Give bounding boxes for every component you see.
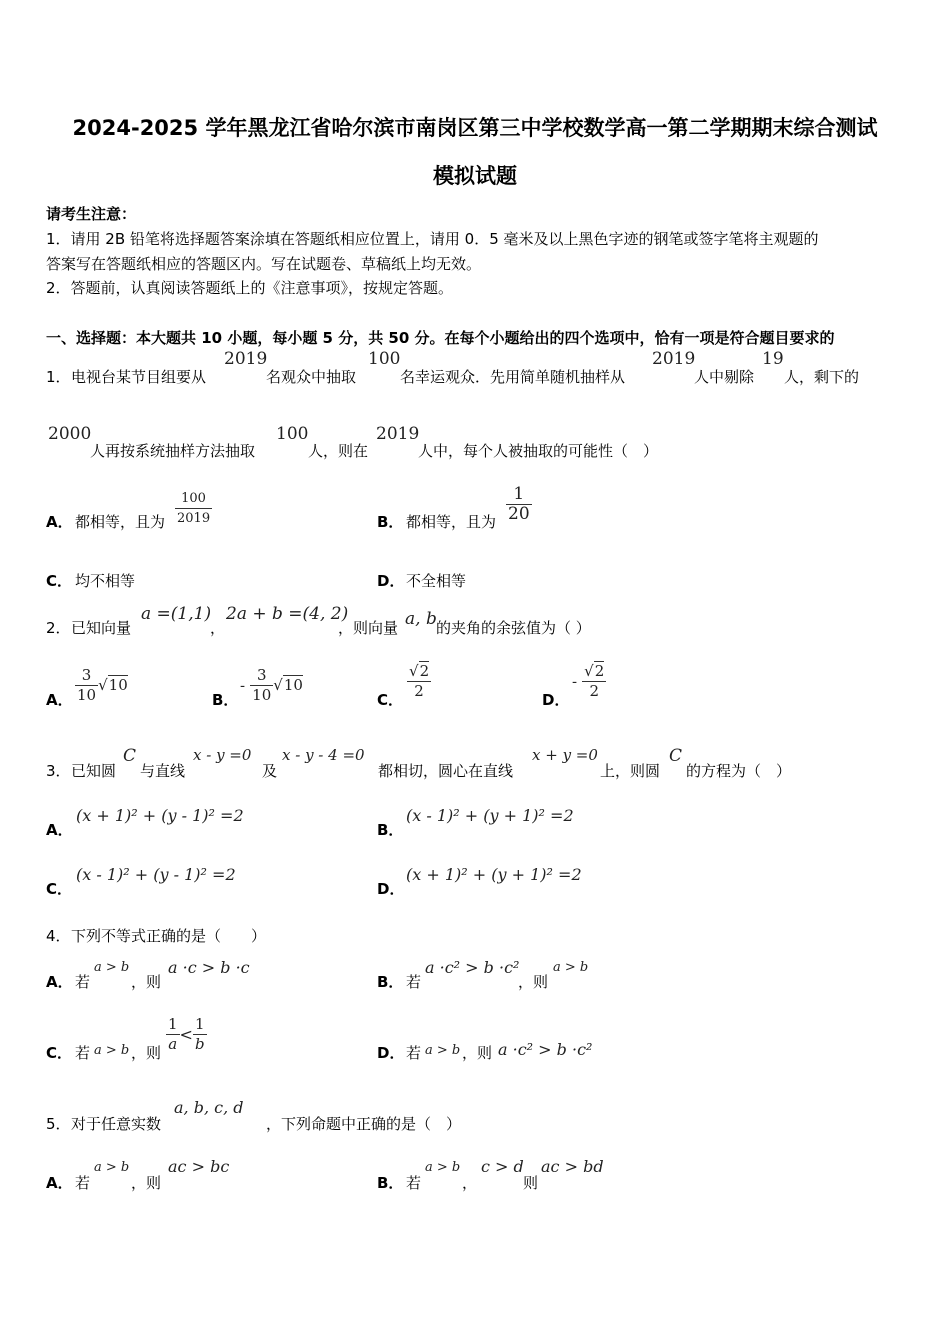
question-1-text-6: 人再按系统抽样方法抽取 bbox=[90, 442, 256, 460]
q4-option-c-denominator-1: a bbox=[168, 1035, 178, 1053]
question-2-math-3: a, b bbox=[405, 609, 437, 629]
q1-option-b-numerator: 1 bbox=[506, 485, 532, 505]
question-1-math-3: 2019 bbox=[652, 349, 696, 369]
q5-option-b-then: 则 bbox=[523, 1174, 539, 1192]
q2-option-d-denominator: 2 bbox=[589, 682, 599, 700]
q2-option-a-label: A． bbox=[46, 691, 73, 709]
q4-option-c-if: 若 bbox=[75, 1044, 91, 1062]
question-1-math-2: 100 bbox=[368, 349, 401, 369]
q1-option-c-label: C． bbox=[46, 572, 73, 590]
q2-option-a-sqrt-sign: √ bbox=[98, 676, 108, 694]
q5-option-b-condition-2: c > d bbox=[481, 1157, 524, 1176]
q4-option-c-numerator-2: 1 bbox=[193, 1015, 207, 1035]
question-1-text-1: 电视台某节目组要从 bbox=[71, 368, 207, 386]
q5-option-b-if: 若 bbox=[406, 1174, 422, 1192]
question-3-text-1: 已知圆 bbox=[71, 762, 117, 780]
question-3-text-6: 的方程为（ ） bbox=[686, 762, 792, 780]
q4-option-c-then: ，则 bbox=[131, 1044, 162, 1062]
question-3-math-4: x + y =0 bbox=[532, 746, 598, 764]
question-2-number: 2． bbox=[46, 619, 71, 637]
q5-option-b-conclusion: ac > bd bbox=[541, 1157, 604, 1176]
q4-option-c-less-than: < bbox=[179, 1025, 193, 1044]
question-2-text-2: ，则向量 bbox=[338, 619, 399, 637]
q2-option-b-value bbox=[240, 666, 303, 705]
q2-option-b-sqrt-sign: √ bbox=[273, 676, 283, 694]
q4-option-d-condition: a > b bbox=[425, 1043, 461, 1058]
q2-option-b-label: B． bbox=[212, 691, 239, 709]
question-3-math-2: x - y =0 bbox=[193, 746, 252, 764]
question-1-text-3: 名幸运观众．先用简单随机抽样从 bbox=[400, 368, 626, 386]
question-1-number: 1． bbox=[46, 368, 71, 386]
q4-option-d-conclusion: a ·c² > b ·c² bbox=[498, 1040, 593, 1059]
q4-option-c-denominator-2: b bbox=[194, 1035, 205, 1053]
q4-option-c-numerator-1: 1 bbox=[168, 1015, 178, 1033]
q2-option-a-numerator: 3 bbox=[81, 666, 92, 684]
question-2-text-3: 的夹角的余弦值为（ ） bbox=[436, 619, 591, 637]
q1-option-d-label: D． bbox=[377, 572, 405, 590]
q5-option-a-conclusion: ac > bc bbox=[168, 1157, 230, 1176]
q5-option-b-condition-1: a > b bbox=[425, 1160, 461, 1175]
question-3-text-2: 与直线 bbox=[140, 762, 186, 780]
question-5-text-1: 对于任意实数 bbox=[71, 1115, 162, 1133]
question-2-text-1: 已知向量 bbox=[71, 619, 132, 637]
q1-option-b-denominator: 20 bbox=[508, 504, 530, 524]
q2-option-a-denominator: 10 bbox=[77, 686, 97, 704]
question-2-math-2: 2a + b =(4, 2) bbox=[226, 604, 349, 624]
q4-option-a-conclusion: a ·c > b ·c bbox=[168, 958, 250, 977]
q5-option-a-then: ，则 bbox=[131, 1174, 162, 1192]
q5-option-a-label: A． bbox=[46, 1174, 73, 1192]
question-2-math-1: a =(1,1) bbox=[141, 604, 212, 624]
q2-option-d-sqrt-sign: √ bbox=[584, 662, 594, 680]
question-3-math-1: C bbox=[123, 746, 137, 766]
notice-item1-line1: 1．请用 2B 铅笔将选择题答案涂填在答题纸相应位置上，请用 0．5 毫米及以上黑色字迹的钢笔或签字笔将主观题的 bbox=[46, 230, 819, 248]
exam-title-line1: 2024-2025 学年黑龙江省哈尔滨市南岗区第三中学校数学高一第二学期期末综合测试 bbox=[72, 116, 878, 140]
question-1-text-7: 人，则在 bbox=[308, 442, 369, 460]
question-3-math-5: C bbox=[669, 746, 683, 766]
question-3-text-5: 上，则圆 bbox=[600, 762, 661, 780]
question-1-math-5: 2000 bbox=[48, 424, 92, 444]
q1-option-d-text: 不全相等 bbox=[406, 572, 467, 590]
q4-option-d-label: D． bbox=[377, 1044, 405, 1062]
q4-option-a-condition: a > b bbox=[94, 960, 130, 975]
notice-item1-line2: 答案写在答题纸相应的答题区内。写在试题卷、草稿纸上均无效。 bbox=[46, 255, 482, 273]
question-3-number: 3． bbox=[46, 762, 71, 780]
q1-option-c-text: 均不相等 bbox=[75, 572, 136, 590]
question-1-math-7: 2019 bbox=[376, 424, 420, 444]
q4-option-b-then: ，则 bbox=[518, 973, 549, 991]
question-3-text-3: 及 bbox=[262, 762, 278, 780]
question-1-text-2: 名观众中抽取 bbox=[266, 368, 357, 386]
q2-option-c-sqrt-sign: √ bbox=[409, 662, 419, 680]
q3-option-b-equation: (x - 1)² + (y + 1)² =2 bbox=[406, 806, 574, 825]
q3-option-a-equation: (x + 1)² + (y - 1)² =2 bbox=[76, 806, 244, 825]
question-3-math-3: x - y - 4 =0 bbox=[282, 746, 365, 764]
q1-option-a-label: A． bbox=[46, 513, 73, 531]
q2-option-d-value bbox=[572, 662, 606, 701]
q1-option-a-text: 都相等，且为 bbox=[75, 513, 166, 531]
q2-option-b-radicand: 10 bbox=[283, 676, 303, 694]
q2-option-d-label: D． bbox=[542, 691, 570, 709]
q1-option-a-denominator: 2019 bbox=[177, 511, 211, 526]
q3-option-c-equation: (x - 1)² + (y - 1)² =2 bbox=[76, 865, 236, 884]
q1-option-a-fraction bbox=[175, 489, 212, 528]
q5-option-b-label: B． bbox=[377, 1174, 404, 1192]
question-1-math-6: 100 bbox=[276, 424, 309, 444]
notice-item2: 2．答题前，认真阅读答题纸上的《注意事项》，按规定答题。 bbox=[46, 279, 454, 297]
q4-option-c-condition: a > b bbox=[94, 1043, 130, 1058]
q4-option-b-condition: a ·c² > b ·c² bbox=[425, 958, 520, 977]
q3-option-d-equation: (x + 1)² + (y + 1)² =2 bbox=[406, 865, 582, 884]
exam-title-line2: 模拟试题 bbox=[433, 164, 517, 188]
q1-option-b-text: 都相等，且为 bbox=[406, 513, 497, 531]
question-2-separator: ， bbox=[210, 619, 226, 637]
question-5-number: 5． bbox=[46, 1115, 71, 1133]
q1-option-a-numerator: 100 bbox=[175, 489, 212, 509]
q3-option-b-label: B． bbox=[377, 821, 404, 839]
q2-option-c-denominator: 2 bbox=[414, 682, 424, 700]
q4-option-c-conclusion bbox=[166, 1015, 207, 1054]
q4-option-c-label: C． bbox=[46, 1044, 73, 1062]
q4-option-b-label: B． bbox=[377, 973, 404, 991]
question-4-number: 4． bbox=[46, 927, 71, 945]
q1-option-b-label: B． bbox=[377, 513, 404, 531]
question-1-math-4: 19 bbox=[762, 349, 784, 369]
q3-option-a-label: A． bbox=[46, 821, 73, 839]
question-1-text-8: 人中，每个人被抽取的可能性（ ） bbox=[418, 442, 659, 460]
q4-option-d-if: 若 bbox=[406, 1044, 422, 1062]
notice-heading: 请考生注意： bbox=[46, 205, 137, 223]
q3-option-d-label: D． bbox=[377, 880, 405, 898]
question-1-text-5: 人，剩下的 bbox=[784, 368, 860, 386]
q2-option-a-radicand: 10 bbox=[108, 676, 128, 694]
q4-option-a-if: 若 bbox=[75, 973, 91, 991]
q3-option-c-label: C． bbox=[46, 880, 73, 898]
question-3-text-4: 都相切，圆心在直线 bbox=[378, 762, 514, 780]
q2-option-b-denominator: 10 bbox=[252, 686, 272, 704]
q2-option-b-sign: - bbox=[240, 676, 246, 695]
question-5-text-2: ，下列命题中正确的是（ ） bbox=[266, 1115, 462, 1133]
q1-option-b-fraction bbox=[506, 485, 532, 524]
q5-option-a-condition: a > b bbox=[94, 1160, 130, 1175]
section-heading: 一、选择题：本大题共 10 小题，每小题 5 分，共 50 分。在每个小题给出的四个选项中，恰有一项是符合题目要求的 bbox=[46, 329, 835, 347]
q5-option-b-separator: ， bbox=[462, 1174, 478, 1192]
q4-option-a-then: ，则 bbox=[131, 973, 162, 991]
question-4-text: 下列不等式正确的是（ ） bbox=[71, 927, 267, 945]
question-1-text-4: 人中剔除 bbox=[694, 368, 755, 386]
question-5-math: a, b, c, d bbox=[174, 1098, 244, 1117]
q2-option-d-radicand: 2 bbox=[594, 662, 605, 680]
q2-option-a-value bbox=[75, 666, 128, 705]
q5-option-a-if: 若 bbox=[75, 1174, 91, 1192]
q2-option-c-value bbox=[407, 662, 431, 701]
q4-option-b-conclusion: a > b bbox=[553, 960, 589, 975]
q4-option-a-label: A． bbox=[46, 973, 73, 991]
q4-option-d-then: ，则 bbox=[462, 1044, 493, 1062]
q2-option-c-radicand: 2 bbox=[419, 662, 430, 680]
q4-option-b-if: 若 bbox=[406, 973, 422, 991]
q2-option-b-numerator: 3 bbox=[256, 666, 267, 684]
question-1-math-1: 2019 bbox=[224, 349, 268, 369]
q2-option-c-label: C． bbox=[377, 691, 404, 709]
q2-option-d-sign: - bbox=[572, 672, 578, 691]
